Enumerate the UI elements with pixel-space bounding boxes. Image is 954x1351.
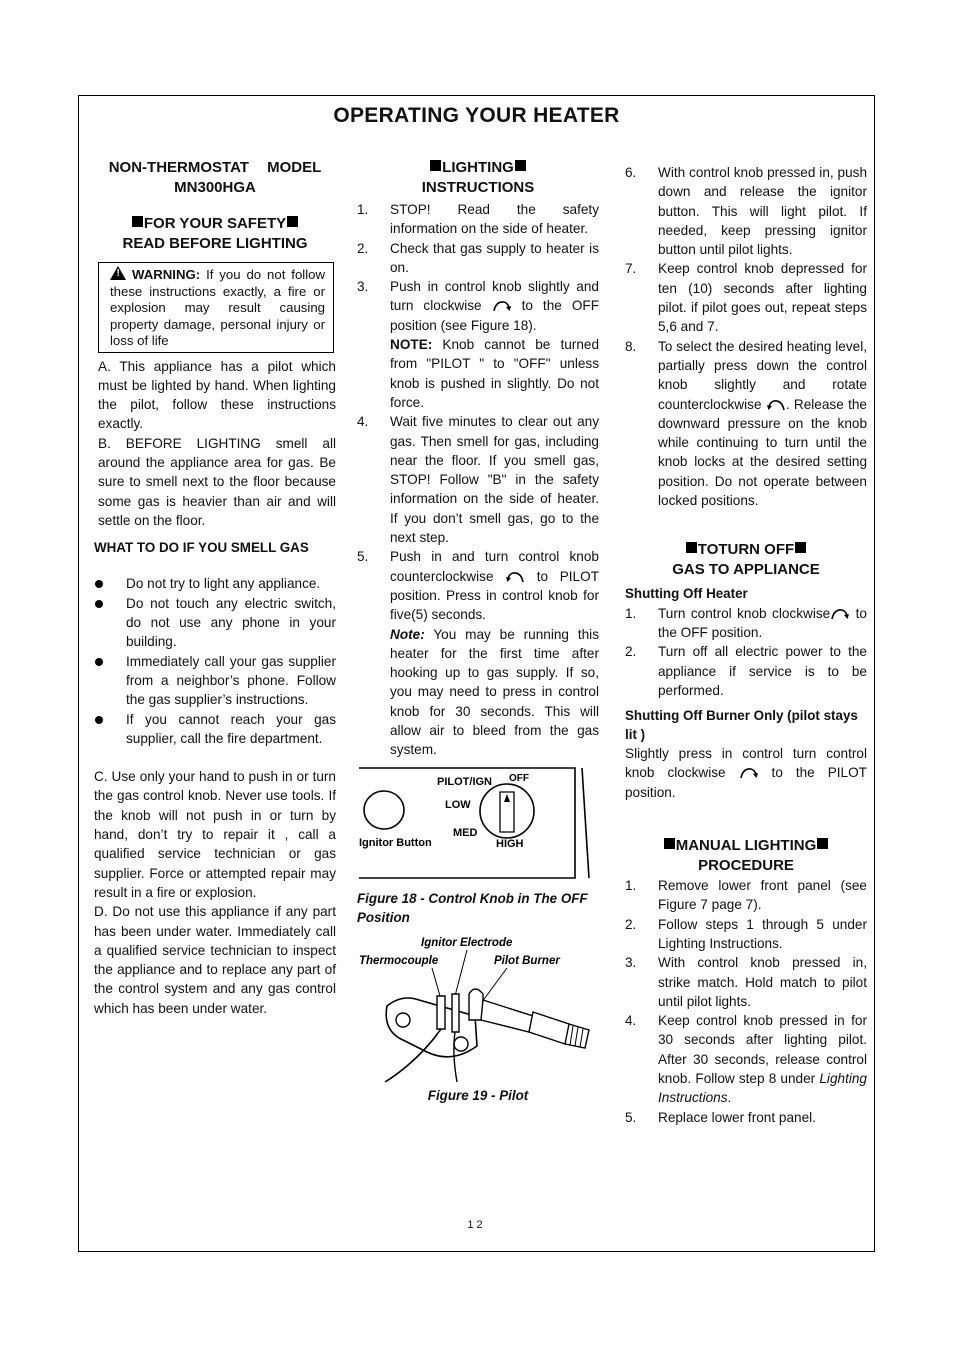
bullet-square-icon	[287, 216, 298, 227]
step-item: 6. With control knob pressed in, push down and release the ignitor button. This will light pilot. If needed, keep pressing ignitor button until pilot lights.	[625, 165, 867, 258]
model-line1: NON-THERMOSTAT MODEL	[108, 159, 322, 176]
warning-text: If you do not follow these instructions exactly, a fire or explosion may result causing property damage, personal injury or loss of life	[110, 267, 325, 348]
pilot-bracket-shape	[386, 998, 477, 1057]
manual-lighting-heading-line1: MANUAL LIGHTING	[675, 837, 817, 855]
figure-19-caption: Figure 19 - Pilot	[427, 1087, 529, 1103]
paragraph-a: A. This appliance has a pilot which must be lighted by hand. When lighting the pilot, follow these instructions exactly.	[98, 358, 336, 432]
lighting-heading-line1: LIGHTING	[442, 159, 514, 176]
manual-lighting-heading	[625, 836, 867, 876]
list-item: Do not touch any electric switch, do not use any phone in your building.	[94, 594, 336, 652]
model-line2: MN300HGA	[174, 179, 256, 196]
fig19-label-electrode: Ignitor Electrode	[421, 936, 513, 949]
fig18-label-med: MED	[453, 826, 478, 839]
safety-heading	[94, 214, 336, 254]
fig18-label-pilot: PILOT/IGN	[437, 775, 492, 788]
bullet-square-icon	[664, 838, 675, 849]
step-item: 1. STOP! Read the safety information on the side of heater.	[357, 202, 599, 237]
fig18-label-ignitor: Ignitor Button	[359, 836, 432, 849]
figure-19-pilot	[357, 934, 597, 1084]
step-item: 7. Keep control knob depressed for ten (10) seconds after lighting pilot. if pilot goes out, repeat steps 5,6 and 7.	[625, 261, 867, 335]
clockwise-arrow-icon	[739, 766, 759, 780]
column-lighting	[357, 158, 599, 1105]
safety-heading-line1: FOR YOUR SAFETY	[143, 215, 287, 232]
shutting-off-burner-heading: Shutting Off Burner Only (pilot stays lit )	[625, 708, 858, 743]
step-item: 5. Push in and turn control knob counterclockwise to PILOT position. Press in control knob for five(5) seconds. Note: You may be running this heater for the first time after hooking up to gas supply. If so, you may need to press in control knob for 30 seconds. This will allow air to bleed from the gas system.	[357, 549, 599, 758]
step-item: 3. Push in control knob slightly and turn clockwise to the OFF position (see Figure 18). NOTE: Knob cannot be turned from "PILOT " to "OFF" unless knob is pushed in slightly. Do not force.	[357, 279, 599, 410]
shutting-off-heater-heading: Shutting Off Heater	[625, 586, 748, 602]
lighting-steps	[357, 200, 599, 760]
bullet-square-icon	[817, 838, 828, 849]
note-label: NOTE:	[390, 337, 433, 353]
step-item: 5. Replace lower front panel.	[625, 1109, 816, 1125]
bullet-square-icon	[686, 542, 697, 553]
turn-off-heading	[625, 540, 867, 580]
fig18-label-high: HIGH	[496, 837, 524, 850]
shut-burner-text: Slightly press in control turn control knob clockwise to the PILOT position.	[625, 746, 867, 800]
clockwise-arrow-icon	[830, 607, 850, 621]
counterclockwise-arrow-icon	[505, 570, 525, 584]
safety-heading-line2: READ BEFORE LIGHTING	[122, 235, 308, 252]
step-item: 8. To select the desired heating level, partially press down the control knob slightly and rotate counterclockwise . Release the downward pressure on the knob while continuing to turn until the knob locks at the desired setting position. Do not operate between locked positions.	[625, 338, 867, 509]
page-frame	[78, 95, 875, 1252]
figure-18-caption: Figure 18 - Control Knob in The OFF Position	[357, 890, 588, 925]
step-item: 1. Turn control knob clockwise to the OFF position.	[625, 605, 867, 640]
bullet-dot-icon	[95, 716, 103, 724]
ignitor-button-shape	[364, 791, 404, 829]
page-number: 12	[467, 1219, 486, 1231]
column-safety	[94, 158, 336, 1018]
bullet-dot-icon	[95, 580, 103, 588]
warning-box	[98, 262, 334, 353]
fig19-label-burner: Pilot Burner	[494, 954, 560, 967]
list-item: Immediately call your gas supplier from a neighbor’s phone. Follow the gas supplier’s instructions.	[94, 652, 336, 710]
column-continued	[625, 163, 867, 1127]
fig18-label-low: LOW	[445, 798, 471, 811]
manual-lighting-heading-line2: PROCEDURE	[698, 857, 794, 875]
lighting-steps-continued	[625, 163, 867, 510]
page-title: OPERATING YOUR HEATER	[333, 104, 620, 127]
figure-18-control-knob	[357, 766, 597, 886]
paragraph-d: D. Do not use this appliance if any part has been under water. Immediately call a qualified service technician to inspect the appliance and to replace any part of the control system and any gas control which has been under water.	[94, 904, 336, 1016]
fig18-label-off: OFF	[509, 772, 529, 784]
turn-off-heading-line1: TOTURN OFF	[697, 541, 795, 559]
fig19-label-thermo: Thermocouple	[359, 954, 439, 967]
step-item: 2. Turn off all electric power to the appliance if service is to be performed.	[625, 644, 867, 698]
bullet-square-icon	[430, 160, 441, 171]
bullet-square-icon	[132, 216, 143, 227]
smell-gas-list	[94, 574, 336, 748]
bullet-square-icon	[515, 160, 526, 171]
note-label: Note:	[390, 626, 425, 642]
manual-lighting-steps	[625, 876, 867, 1127]
turn-off-heading-line2: GAS TO APPLIANCE	[672, 561, 820, 579]
warning-triangle-icon: !	[110, 266, 126, 280]
shut-off-steps	[625, 604, 867, 700]
list-item: If you cannot reach your gas supplier, call the fire department.	[94, 710, 336, 749]
step-item: 2. Check that gas supply to heater is on.	[357, 240, 599, 275]
model-heading	[94, 158, 336, 198]
list-item: Do not try to light any appliance.	[94, 574, 336, 593]
bullet-dot-icon	[95, 658, 103, 666]
lighting-heading	[357, 158, 599, 198]
step-item: 4. Keep control knob pressed in for 30 seconds after lighting pilot. After 30 seconds, release control knob. Follow step 8 under Lighting Instructions.	[625, 1013, 867, 1106]
step-item: 1. Remove lower front panel (see Figure 7 page 7).	[625, 878, 867, 913]
warning-label: WARNING:	[132, 267, 201, 282]
lighting-heading-line2: INSTRUCTIONS	[421, 179, 535, 196]
clockwise-arrow-icon	[492, 299, 512, 313]
counterclockwise-arrow-icon	[766, 398, 786, 412]
gas-tube-shape	[481, 1000, 533, 1032]
bullet-dot-icon	[95, 600, 103, 608]
step-item: 2. Follow steps 1 through 5 under Lighting Instructions.	[625, 916, 867, 951]
step-item: 4. Wait five minutes to clear out any gas. Then smell for gas, including near the floor. If you smell gas, STOP! Follow "B" in the safety information on the side of heater. If you don’t smell gas, go to the next step.	[357, 414, 599, 546]
paragraph-c: C. Use only your hand to push in or turn the gas control knob. Never use tools. If the knob will not push in or turn by hand, don’t try to repair it , call a qualified service technician or gas supplier. Force or attempted repair may result in a fire or explosion.	[94, 769, 336, 900]
paragraph-b: B. BEFORE LIGHTING smell all around the appliance area for gas. Be sure to smell next to the floor because some gas is heavier than air and will settle on the floor.	[98, 435, 336, 528]
step-item: 3. With control knob pressed in, strike match. Hold match to pilot until pilot lights.	[625, 955, 867, 1009]
bullet-square-icon	[795, 542, 806, 553]
smell-gas-heading: WHAT TO DO IF YOU SMELL GAS	[94, 540, 309, 556]
